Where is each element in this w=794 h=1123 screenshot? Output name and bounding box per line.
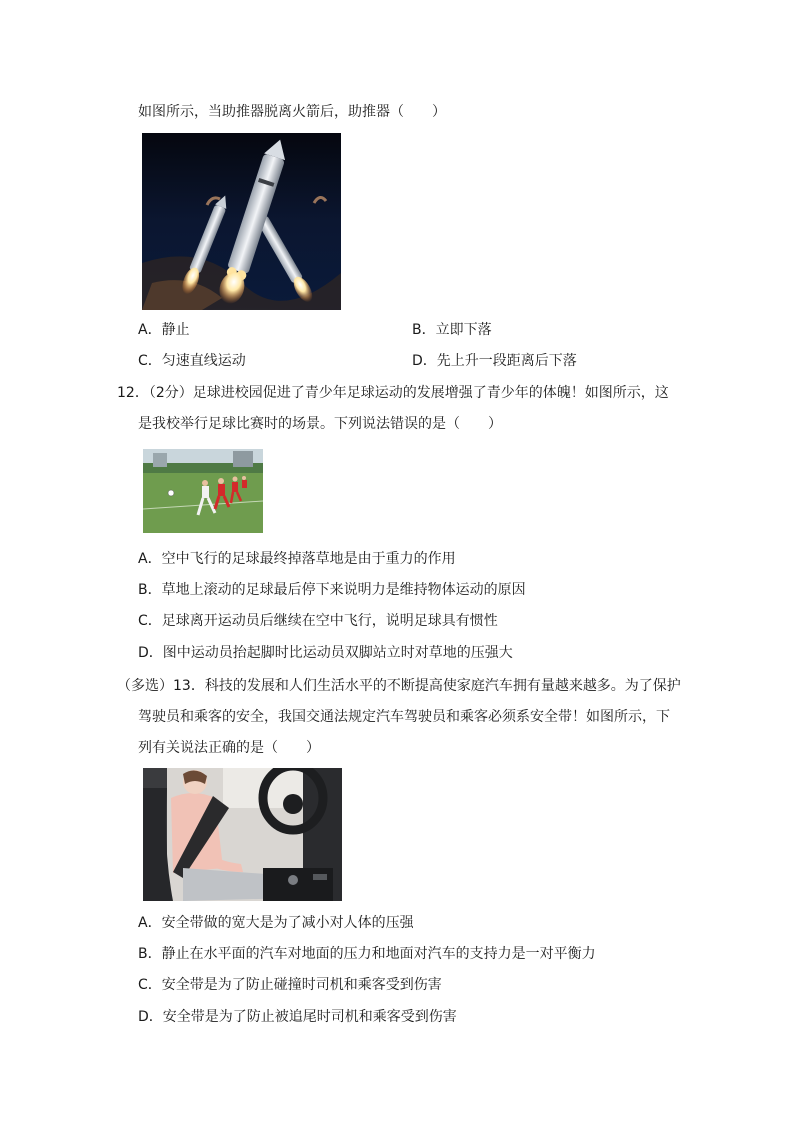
q13-stem-line1: （多选）13．科技的发展和人们生活水平的不断提高使家庭汽车拥有量越来越多。为了保护	[117, 678, 681, 694]
q12-option-c: C．足球离开运动员后继续在空中飞行，说明足球具有惯性	[138, 613, 498, 629]
seatbelt-driver-image	[143, 768, 342, 901]
q13-stem-line3: 列有关说法正确的是（ ）	[138, 740, 320, 756]
q13-stem-line2: 驾驶员和乘客的安全，我国交通法规定汽车驾驶员和乘客必须系安全带！如图所示，下	[138, 709, 670, 725]
q12-stem-line1: 12．（2分）足球进校园促进了青少年足球运动的发展增强了青少年的体魄！如图所示，这	[117, 385, 669, 401]
q11-option-d: D．先上升一段距离后下落	[412, 353, 577, 369]
q11-stem: 如图所示，当助推器脱离火箭后，助推器（ ）	[138, 104, 446, 120]
q12-option-a: A．空中飞行的足球最终掉落草地是由于重力的作用	[138, 551, 456, 567]
q11-option-a: A．静止	[138, 322, 190, 338]
q13-option-a: A．安全带做的宽大是为了减小对人体的压强	[138, 915, 414, 931]
q12-option-d: D．图中运动员抬起脚时比运动员双脚站立时对草地的压强大	[138, 645, 513, 661]
q13-option-c: C．安全带是为了防止碰撞时司机和乘客受到伤害	[138, 977, 442, 993]
q11-option-c: C．匀速直线运动	[138, 353, 246, 369]
q11-option-b: B．立即下落	[412, 322, 492, 338]
q13-option-d: D．安全带是为了防止被追尾时司机和乘客受到伤害	[138, 1009, 457, 1025]
q13-option-b: B．静止在水平面的汽车对地面的压力和地面对汽车的支持力是一对平衡力	[138, 946, 596, 962]
football-match-image	[143, 449, 263, 533]
rocket-booster-image	[142, 133, 341, 310]
q12-option-b: B．草地上滚动的足球最后停下来说明力是维持物体运动的原因	[138, 582, 526, 598]
q12-stem-line2: 是我校举行足球比赛时的场景。下列说法错误的是（ ）	[138, 416, 502, 432]
